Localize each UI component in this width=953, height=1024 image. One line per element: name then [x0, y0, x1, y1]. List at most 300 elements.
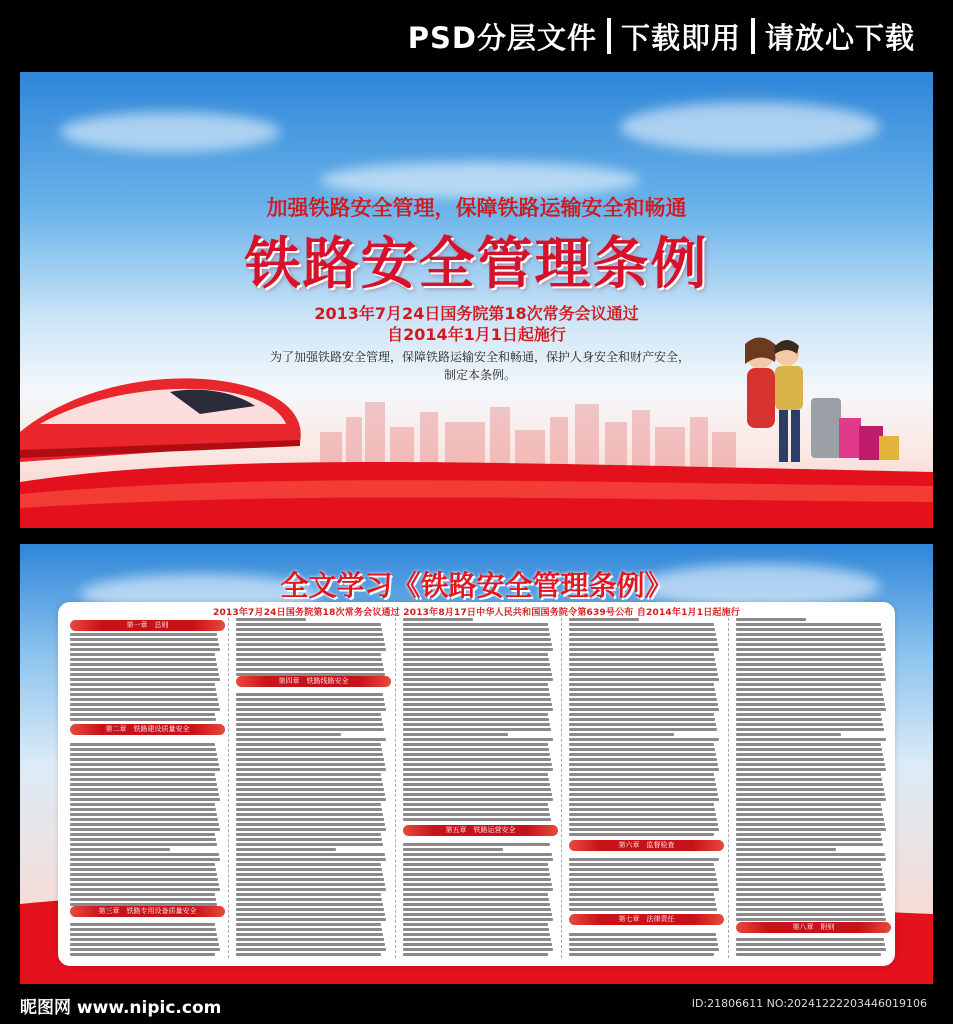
text-line — [70, 873, 217, 876]
text-line — [736, 658, 882, 661]
text-line — [236, 648, 386, 651]
text-line — [403, 748, 549, 751]
text-line — [736, 943, 885, 946]
text-line — [736, 858, 886, 861]
text-line — [236, 803, 381, 806]
text-line — [403, 888, 553, 891]
text-line — [736, 918, 886, 921]
text-line — [70, 643, 219, 646]
text-line — [403, 928, 549, 931]
text-line — [70, 708, 220, 711]
chapter-header: 第七章 法律责任 — [569, 914, 724, 925]
text-line — [236, 948, 386, 951]
text-line — [403, 873, 550, 876]
text-line — [403, 708, 553, 711]
text-line — [569, 738, 719, 741]
text-line — [403, 643, 552, 646]
text-line — [403, 818, 551, 821]
text-line — [236, 898, 382, 901]
text-line — [736, 633, 883, 636]
text-line — [736, 653, 881, 656]
text-line — [403, 628, 549, 631]
text-line — [569, 833, 714, 836]
text-line — [236, 723, 383, 726]
text-line — [236, 793, 385, 796]
text-line — [569, 863, 714, 866]
text-line — [403, 623, 548, 626]
text-line — [569, 688, 715, 691]
text-line — [736, 678, 886, 681]
text-line — [736, 828, 886, 831]
text-line — [736, 818, 884, 821]
column-divider — [728, 618, 729, 958]
text-line — [569, 678, 719, 681]
text-line — [736, 883, 885, 886]
chapter-header: 第八章 附则 — [736, 922, 891, 933]
text-line — [236, 753, 383, 756]
chapter-header: 第三章 铁路专用设备质量安全 — [70, 906, 225, 917]
text-line — [736, 908, 884, 911]
text-line — [403, 678, 553, 681]
text-line — [70, 683, 215, 686]
text-line — [403, 848, 503, 851]
text-line — [569, 758, 717, 761]
text-line — [403, 898, 549, 901]
text-line — [569, 733, 674, 736]
text-line — [70, 693, 217, 696]
text-line — [236, 943, 385, 946]
text-line — [403, 723, 550, 726]
text-line — [736, 708, 886, 711]
text-line — [70, 658, 216, 661]
text-line — [403, 618, 473, 621]
watermark-bar — [0, 984, 953, 1024]
text-line — [236, 693, 383, 696]
text-line — [569, 933, 716, 936]
text-line — [736, 798, 886, 801]
text-line — [736, 898, 882, 901]
text-line — [70, 713, 215, 716]
text-line — [70, 948, 220, 951]
text-line — [236, 638, 384, 641]
text-line — [736, 738, 886, 741]
text-line — [70, 703, 219, 706]
text-line — [403, 803, 548, 806]
text-line — [403, 763, 552, 766]
text-line — [736, 938, 884, 941]
text-line — [736, 878, 884, 881]
text-line — [236, 923, 381, 926]
text-line — [70, 783, 217, 786]
text-line — [569, 948, 719, 951]
text-line — [236, 738, 386, 741]
text-line — [70, 828, 220, 831]
text-line — [70, 793, 219, 796]
text-line — [403, 793, 552, 796]
passed-date: 2013年7月24日国务院第18次常务会议通过 — [314, 304, 639, 323]
text-line — [70, 773, 215, 776]
text-line — [236, 808, 382, 811]
text-line — [70, 938, 218, 941]
text-line — [236, 938, 384, 941]
text-line — [70, 768, 220, 771]
text-line — [70, 898, 216, 901]
text-line — [736, 668, 884, 671]
text-line — [403, 653, 548, 656]
text-line — [569, 723, 716, 726]
text-line — [236, 868, 382, 871]
text-line — [403, 753, 550, 756]
text-line — [736, 868, 882, 871]
text-line — [569, 898, 715, 901]
separator — [607, 18, 611, 54]
text-line — [70, 638, 218, 641]
text-line — [569, 658, 715, 661]
text-line — [236, 703, 385, 706]
fulltext-panel — [20, 544, 933, 984]
text-line — [236, 818, 384, 821]
text-line — [70, 833, 215, 836]
text-line — [236, 833, 381, 836]
text-line — [569, 698, 717, 701]
text-line — [736, 893, 881, 896]
text-line — [569, 708, 719, 711]
text-line — [403, 813, 550, 816]
text-line — [403, 913, 552, 916]
text-line — [736, 703, 885, 706]
text-line — [569, 763, 718, 766]
text-line — [736, 663, 883, 666]
text-line — [736, 773, 881, 776]
text-line — [70, 653, 215, 656]
text-line — [236, 633, 383, 636]
text-line — [736, 838, 882, 841]
text-line — [236, 918, 386, 921]
text-line — [736, 813, 883, 816]
text-line — [403, 698, 551, 701]
text-line — [569, 868, 715, 871]
text-line — [70, 688, 216, 691]
text-line — [403, 738, 553, 741]
text-line — [70, 853, 219, 856]
text-line — [236, 768, 386, 771]
text-line — [236, 778, 382, 781]
text-line — [569, 748, 715, 751]
text-line — [569, 693, 716, 696]
text-line — [70, 678, 220, 681]
text-line — [70, 863, 215, 866]
chapter-header: 第二章 铁路建设质量安全 — [70, 724, 225, 735]
text-line — [403, 768, 553, 771]
site-watermark: 昵图网 www.nipic.com — [20, 998, 222, 1018]
text-line — [236, 913, 385, 916]
text-line — [569, 783, 716, 786]
text-line — [236, 843, 383, 846]
text-line — [236, 623, 381, 626]
text-line — [70, 753, 217, 756]
text-line — [403, 713, 548, 716]
text-line — [569, 718, 715, 721]
text-line — [736, 953, 881, 956]
text-line — [70, 843, 217, 846]
text-line — [569, 663, 716, 666]
text-line — [70, 633, 217, 636]
text-line — [403, 638, 551, 641]
text-line — [736, 748, 882, 751]
text-line — [736, 788, 884, 791]
text-line — [70, 878, 218, 881]
text-line — [736, 913, 885, 916]
text-line — [236, 663, 383, 666]
text-line — [403, 883, 552, 886]
text-line — [236, 953, 381, 956]
text-line — [403, 778, 549, 781]
text-line — [569, 953, 714, 956]
text-line — [70, 883, 219, 886]
text-line — [403, 743, 548, 746]
text-line — [569, 653, 714, 656]
download-label: 下载即用 — [620, 20, 741, 55]
text-line — [569, 788, 717, 791]
text-line — [236, 903, 383, 906]
text-line — [236, 748, 382, 751]
text-line — [236, 813, 383, 816]
text-line — [569, 938, 717, 941]
text-line — [569, 813, 716, 816]
text-line — [236, 838, 382, 841]
column-divider — [561, 618, 562, 958]
text-line — [736, 693, 883, 696]
text-line — [736, 843, 883, 846]
text-line — [236, 728, 384, 731]
text-line — [403, 658, 549, 661]
text-line — [403, 758, 551, 761]
text-line — [403, 688, 549, 691]
text-line — [569, 703, 718, 706]
text-line — [403, 878, 551, 881]
text-line — [736, 723, 883, 726]
text-line — [569, 768, 719, 771]
text-line — [236, 858, 386, 861]
text-line — [403, 943, 552, 946]
text-column — [236, 618, 391, 958]
text-line — [403, 773, 548, 776]
text-line — [569, 893, 714, 896]
text-line — [403, 858, 553, 861]
text-line — [569, 623, 714, 626]
text-line — [236, 883, 385, 886]
text-line — [403, 798, 553, 801]
separator — [751, 18, 755, 54]
text-line — [70, 893, 215, 896]
text-line — [236, 628, 382, 631]
text-line — [403, 853, 552, 856]
text-line — [70, 928, 216, 931]
text-line — [569, 648, 719, 651]
text-line — [403, 908, 551, 911]
text-line — [569, 618, 639, 621]
text-line — [403, 703, 552, 706]
text-line — [236, 908, 384, 911]
text-line — [736, 903, 883, 906]
text-line — [736, 623, 881, 626]
text-line — [736, 683, 881, 686]
cloud — [620, 102, 880, 152]
text-line — [70, 888, 220, 891]
text-line — [236, 653, 381, 656]
text-line — [569, 633, 716, 636]
text-line — [236, 673, 385, 676]
text-line — [236, 773, 381, 776]
text-line — [236, 798, 386, 801]
text-line — [403, 673, 552, 676]
text-line — [569, 728, 717, 731]
text-line — [569, 823, 718, 826]
text-line — [70, 858, 220, 861]
text-line — [70, 763, 219, 766]
board-title: 全文学习《铁路安全管理条例》 — [280, 569, 673, 602]
column-divider — [395, 618, 396, 958]
text-line — [569, 793, 718, 796]
banner-title: 铁路安全管理条例 — [244, 232, 709, 297]
banner-panel — [20, 72, 933, 528]
text-line — [70, 748, 216, 751]
text-line — [403, 733, 508, 736]
text-line — [70, 668, 218, 671]
text-line — [236, 873, 383, 876]
text-line — [569, 643, 718, 646]
text-line — [403, 923, 548, 926]
text-line — [569, 798, 719, 801]
text-line — [736, 833, 881, 836]
text-line — [236, 828, 386, 831]
text-line — [236, 928, 382, 931]
text-line — [70, 778, 216, 781]
text-line — [569, 628, 715, 631]
board-meta: 2013年7月24日国务院第18次常务会议通过 2013年8月17日中华人民共和国国务院令第639号公布 自2014年1月1日起施行 — [212, 608, 741, 618]
text-line — [403, 783, 550, 786]
text-line — [736, 673, 885, 676]
text-line — [736, 763, 885, 766]
text-line — [736, 873, 883, 876]
text-line — [736, 643, 885, 646]
column-divider — [228, 618, 229, 958]
text-column — [569, 618, 724, 958]
text-line — [236, 888, 386, 891]
text-line — [403, 808, 549, 811]
text-line — [236, 848, 336, 851]
text-column — [70, 618, 225, 958]
psd-label: PSD分层文件 — [407, 20, 597, 55]
text-line — [569, 888, 719, 891]
text-line — [403, 633, 550, 636]
text-line — [569, 943, 718, 946]
text-line — [403, 903, 550, 906]
text-line — [736, 853, 885, 856]
reassure-label: 请放心下载 — [764, 20, 915, 55]
text-line — [736, 783, 883, 786]
text-line — [403, 918, 553, 921]
effective-date: 自2014年1月1日起施行 — [387, 325, 566, 344]
text-line — [70, 838, 216, 841]
text-line — [403, 843, 550, 846]
text-line — [403, 663, 550, 666]
text-line — [736, 698, 884, 701]
banner-subtitle: 加强铁路安全管理，保障铁路运输安全和畅通 — [266, 196, 687, 220]
text-line — [569, 818, 717, 821]
text-line — [236, 863, 381, 866]
text-line — [236, 668, 384, 671]
top-banner — [0, 0, 953, 72]
text-line — [403, 788, 551, 791]
text-line — [236, 788, 384, 791]
text-line — [236, 643, 385, 646]
text-line — [70, 808, 216, 811]
text-line — [236, 658, 382, 661]
text-line — [569, 638, 717, 641]
text-line — [403, 933, 550, 936]
text-line — [569, 808, 715, 811]
text-line — [403, 693, 550, 696]
text-line — [70, 868, 216, 871]
text-line — [236, 853, 385, 856]
text-line — [236, 783, 383, 786]
text-column — [736, 618, 891, 958]
text-line — [70, 953, 215, 956]
text-line — [236, 878, 384, 881]
text-line — [736, 768, 886, 771]
intro-line: 为了加强铁路安全管理，保障铁路运输安全和畅通，保护人身安全和财产安全， — [269, 350, 690, 364]
text-line — [736, 733, 841, 736]
text-line — [403, 953, 548, 956]
text-line — [70, 673, 219, 676]
text-line — [569, 903, 716, 906]
chapter-header: 第六章 监督检查 — [569, 840, 724, 851]
text-line — [736, 743, 881, 746]
text-line — [569, 673, 718, 676]
text-line — [569, 668, 717, 671]
text-line — [736, 758, 884, 761]
text-line — [70, 743, 215, 746]
text-line — [736, 793, 885, 796]
text-line — [403, 948, 553, 951]
text-line — [403, 868, 549, 871]
text-line — [70, 933, 217, 936]
text-line — [736, 618, 806, 621]
text-line — [236, 893, 381, 896]
text-line — [736, 848, 836, 851]
text-line — [236, 708, 386, 711]
text-line — [70, 698, 218, 701]
text-line — [403, 718, 549, 721]
text-line — [736, 718, 882, 721]
text-line — [569, 878, 717, 881]
text-line — [70, 943, 219, 946]
text-line — [236, 713, 381, 716]
text-line — [70, 903, 217, 906]
text-line — [569, 743, 714, 746]
text-line — [736, 648, 886, 651]
text-line — [569, 858, 719, 861]
text-line — [70, 923, 215, 926]
text-line — [403, 648, 553, 651]
text-line — [236, 698, 384, 701]
text-line — [70, 848, 170, 851]
text-line — [70, 663, 217, 666]
text-line — [736, 713, 881, 716]
text-line — [736, 803, 881, 806]
text-line — [236, 618, 306, 621]
